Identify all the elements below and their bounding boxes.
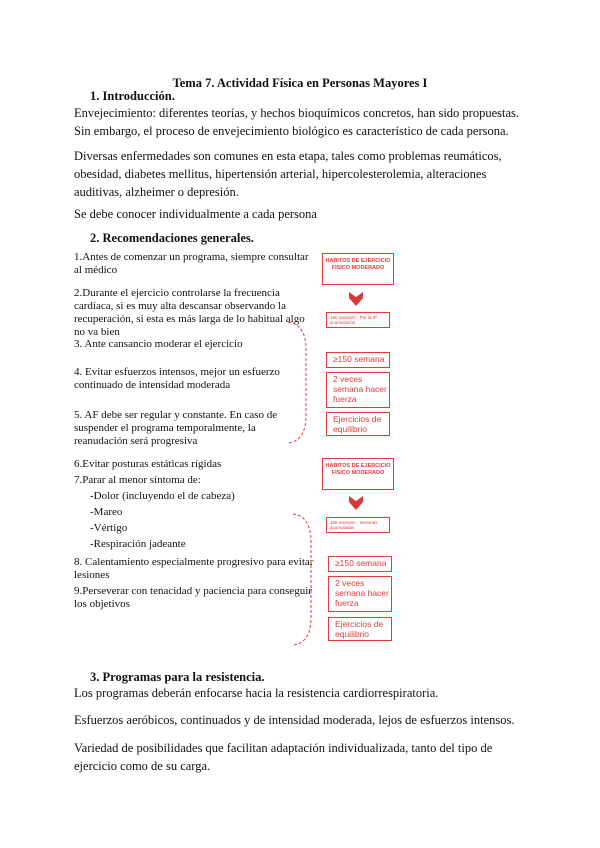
habits-header-box xyxy=(322,253,394,285)
balance-box xyxy=(326,412,390,436)
time-note-box xyxy=(326,517,390,533)
paragraph: Variedad de posibilidades que facilitan adaptación individualizada, tanto del tipo de ejercicio como de su carga. xyxy=(74,741,493,773)
paragraph: Envejecimiento: diferentes teorías, y hechos bioquímicos concretos, han sido propuestas. Sin embargo, el proceso de envejecimiento biológico es característico de cada persona. xyxy=(74,106,520,138)
strength-label: 2 veces semana hacer fuerza xyxy=(333,374,387,404)
time-note-box xyxy=(326,312,390,328)
bracket-icon xyxy=(280,320,310,445)
section-heading-resistencia: 3. Programas para la resistencia. xyxy=(90,670,265,684)
balance-label: Ejercicios de equilibrio xyxy=(335,619,384,639)
section-heading-recomendaciones: 2. Recomendaciones generales. xyxy=(90,231,254,245)
page-title: Tema 7. Actividad Física en Personas Mayores I xyxy=(172,76,428,90)
list-item: 6.Evitar posturas estáticas rígidas xyxy=(74,458,222,470)
minutes-label: ≥150 semana xyxy=(335,558,387,568)
list-item: 4. Evitar esfuerzos intensos, mejor un esfuerzo continuado de intensidad moderada xyxy=(74,366,280,391)
habits-header-label: HABITOS DE EJERCICIO FISICO MODERADO xyxy=(325,463,391,476)
minutes-box xyxy=(326,352,390,368)
paragraph: Diversas enfermedades son comunes en esta etapa, tales como problemas reumáticos, obesidad, diabetes mellitus, hipertensión arterial, hipercolesterolemia, alteraciones auditivas, alzheimer o depresión. xyxy=(74,149,502,199)
paragraph: Los programas deberán enfocarse hacia la resistencia cardiorrespiratoria. xyxy=(74,686,439,700)
bracket-icon xyxy=(285,512,315,647)
time-note-label: 150 min/sem · sesiones acumuladas xyxy=(330,520,378,530)
habits-header-label: HABITOS DE EJERCICIO FISICO MODERADO xyxy=(325,258,391,271)
list-item: -Vértigo xyxy=(90,522,128,534)
balance-box xyxy=(328,617,392,641)
strength-box xyxy=(328,576,392,612)
paragraph: Esfuerzos aeróbicos, continuados y de intensidad moderada, lejos de esfuerzos intensos. xyxy=(74,713,515,727)
list-item: 3. Ante cansancio moderar el ejercicio xyxy=(74,338,243,350)
balance-label: Ejercicios de equilibrio xyxy=(333,414,382,434)
list-item: 7.Parar al menor síntoma de: xyxy=(74,474,201,486)
list-item: 5. AF debe ser regular y constante. En caso de suspender el programa temporalmente, la reanudación será progresiva xyxy=(74,409,278,447)
minutes-box xyxy=(328,556,392,572)
list-item: 9.Perseverar con tenacidad y paciencia para conseguir los objetivos xyxy=(74,585,312,610)
list-item: -Mareo xyxy=(90,506,123,518)
arrow-down-icon xyxy=(348,291,364,307)
time-note-label: 150 min/sem · Por la 3ª acumulación xyxy=(330,315,377,325)
list-item: 2.Durante el ejercicio controlarse la frecuencia cardíaca, si es muy alta descansar observando la recuperación, si esta es más larga de lo habitual algo no va bien xyxy=(74,287,305,338)
strength-box xyxy=(326,372,390,408)
list-item: 8. Calentamiento especialmente progresivo para evitar lesiones xyxy=(74,556,314,581)
paragraph: Se debe conocer individualmente a cada persona xyxy=(74,207,317,221)
habits-header-box xyxy=(322,458,394,490)
list-item: -Respiración jadeante xyxy=(90,538,186,550)
strength-label: 2 veces semana hacer fuerza xyxy=(335,578,389,608)
arrow-down-icon xyxy=(348,495,364,511)
list-item: 1.Antes de comenzar un programa, siempre consultar al médico xyxy=(74,251,309,276)
section-heading-introduccion: 1. Introducción. xyxy=(90,89,175,103)
list-item: -Dolor (incluyendo el de cabeza) xyxy=(90,490,235,502)
minutes-label: ≥150 semana xyxy=(333,354,385,364)
